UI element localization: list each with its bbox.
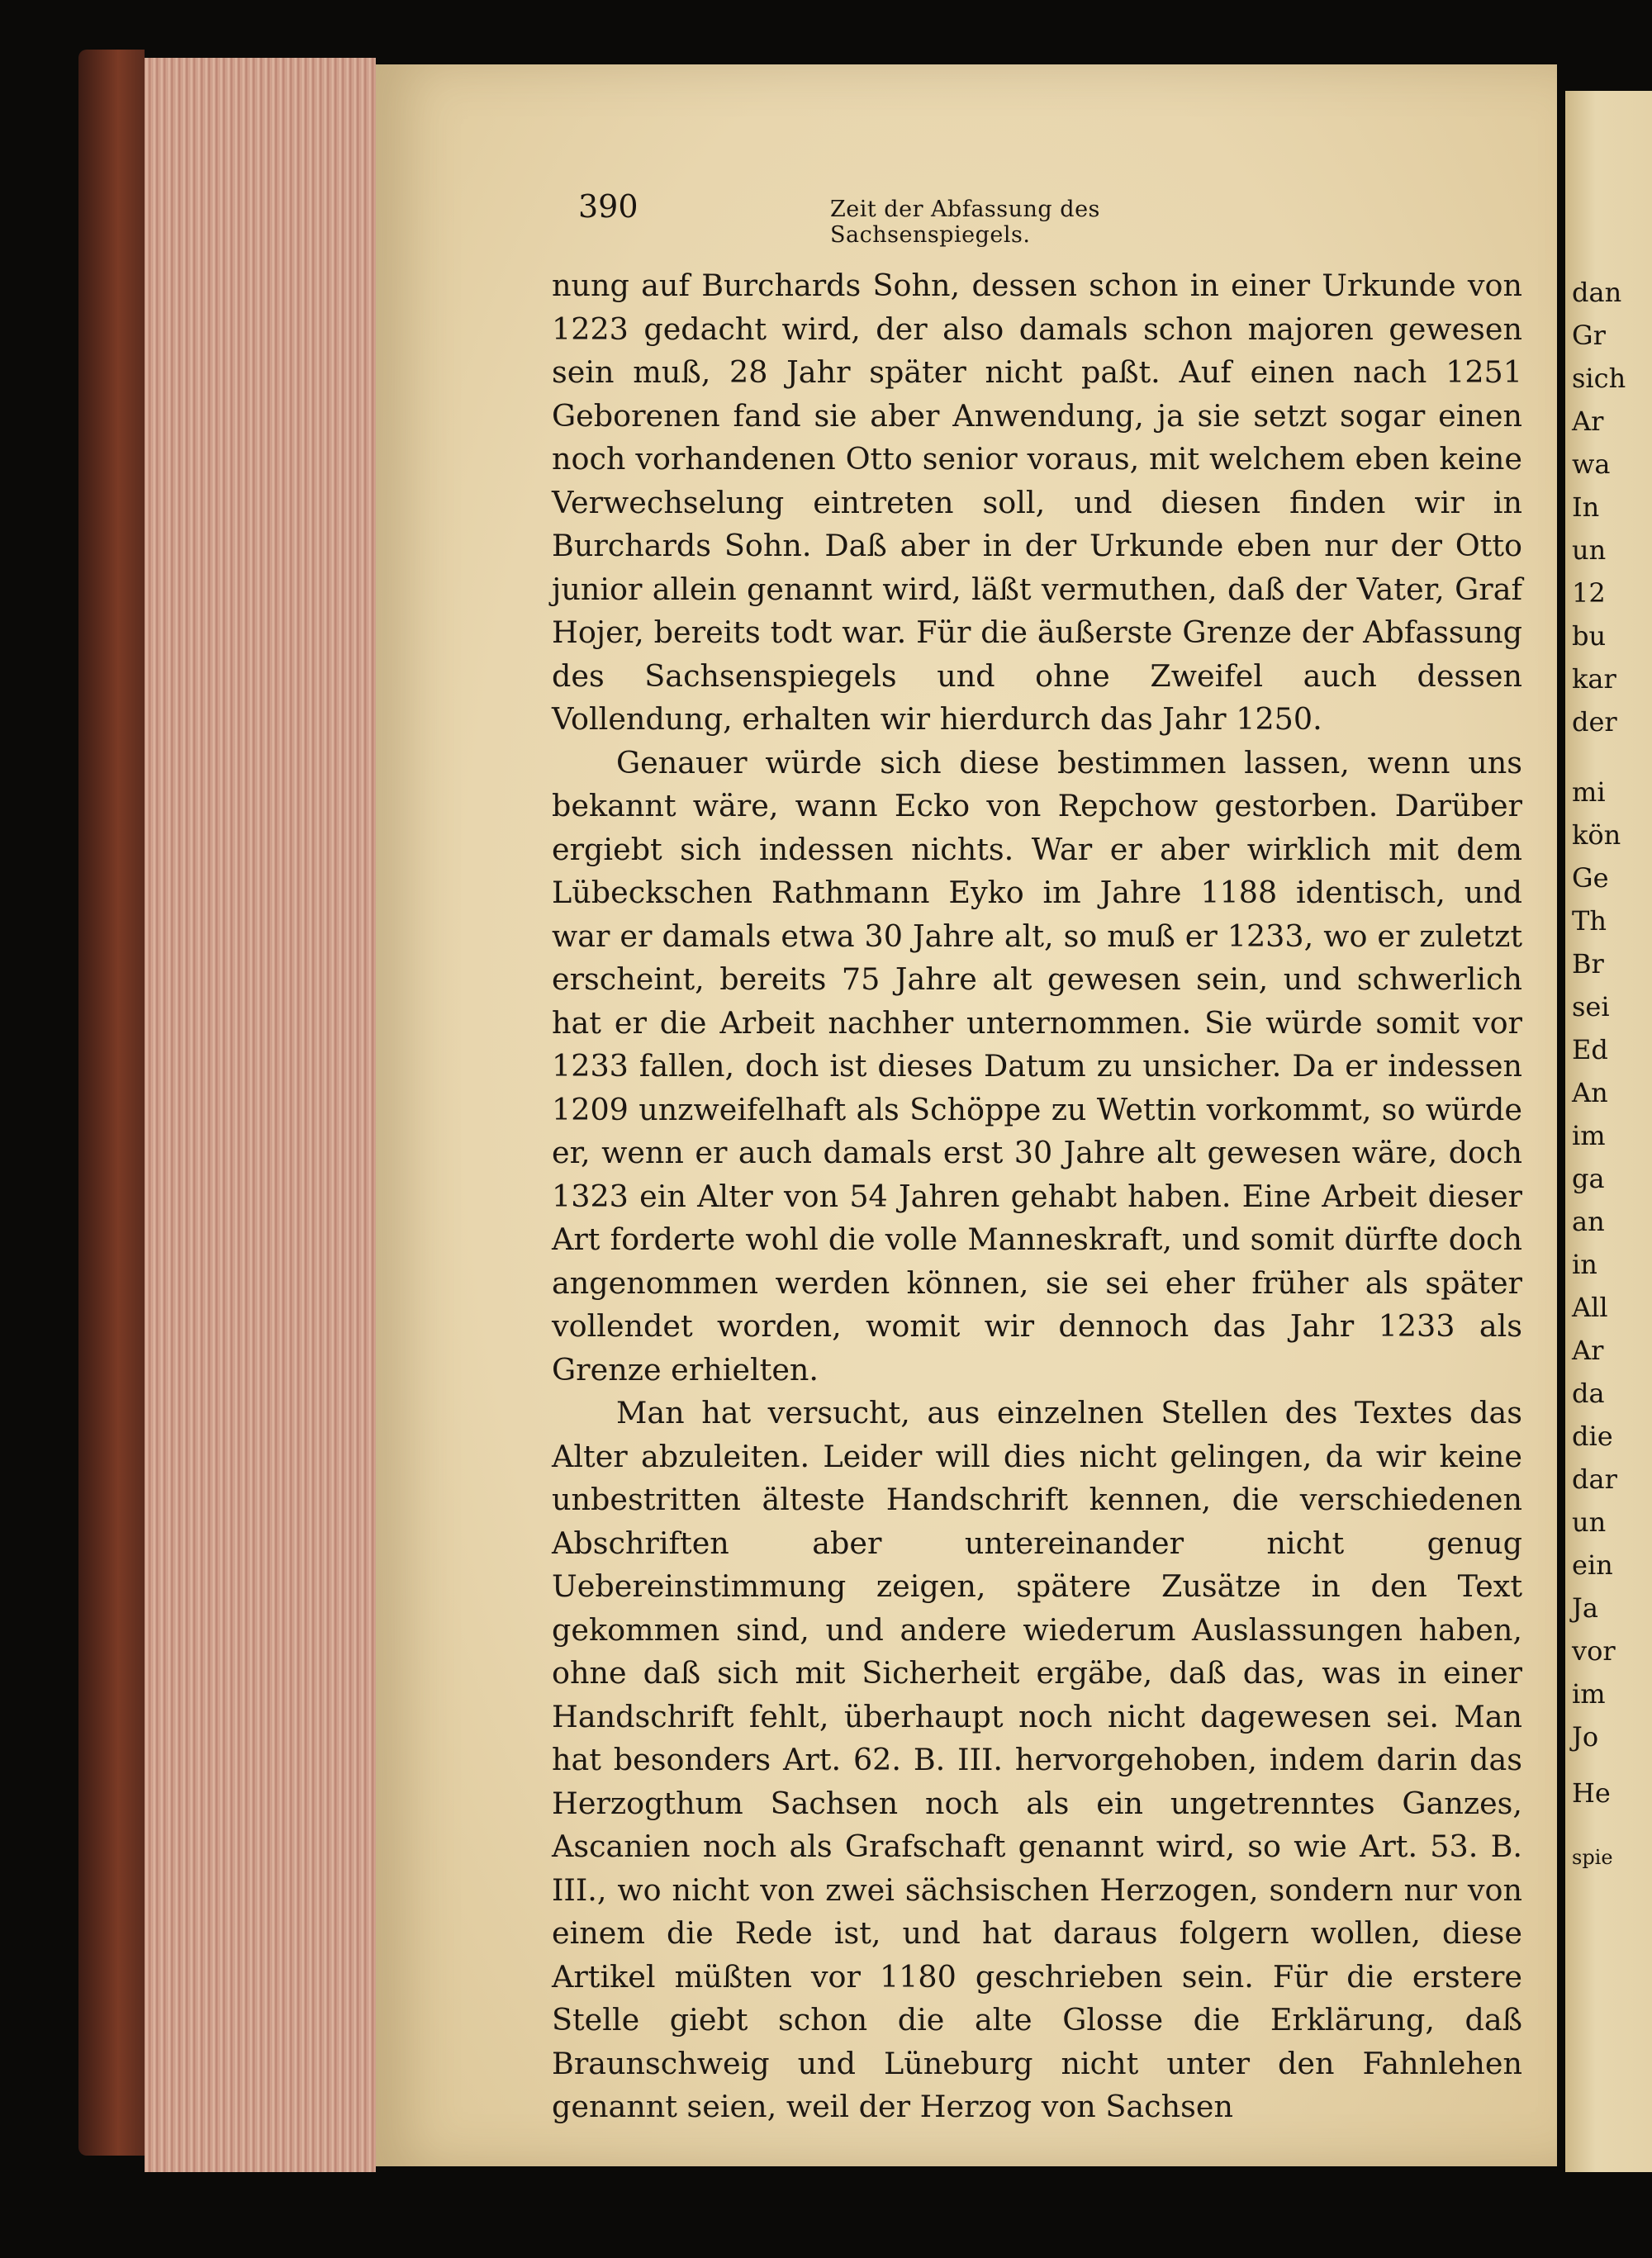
right-page-fragment: vor <box>1572 1635 1616 1667</box>
right-page-fragment: spie <box>1572 1846 1613 1869</box>
right-page-fragment: In <box>1572 491 1600 523</box>
right-page-fragment: Gr <box>1572 320 1606 351</box>
right-page-fragment: sei <box>1572 991 1610 1022</box>
right-page-fragment: An <box>1572 1077 1608 1108</box>
body-text <box>552 264 1522 2129</box>
book-cover-edge <box>78 50 145 2156</box>
paragraph-3: Man hat versucht, aus einzelnen Stellen des Textes das Alter abzuleiten. Leider will dies nicht gelingen, da wir keine unbestritten älteste Handschrift kennen, die verschiedenen Abschriften aber untereinander nicht genug Uebereinstimmung zeigen, spätere Zusätze in den Text gekommen sind, und andere wiederum Auslassungen haben, ohne daß sich mit Sicherheit ergäbe, daß das, was in einer Handschrift fehlt, überhaupt noch nicht dagewesen sei. Man hat besonders Art. 62. B. III. hervorgehoben, indem darin das Herzogthum Sachsen noch als ein ungetrenntes Ganzes, Ascanien noch als Grafschaft genannt wird, so wie Art. 53. B. III., wo nicht von zwei sächsischen Herzogen, sondern nur von einem die Rede ist, und hat daraus folgern wollen, diese Artikel müßten vor 1180 geschrieben sein. Für die erstere Stelle giebt schon die alte Glosse die Erklärung, daß Braunschweig und Lüneburg nicht unter den Fahnlehen genannt seien, weil der Herzog von Sachsen <box>552 1395 1522 2124</box>
running-title: Zeit der Abfassung des Sachsenspiegels. <box>830 197 1100 248</box>
page-header <box>578 188 1305 248</box>
right-page-fragment: mi <box>1572 776 1606 808</box>
right-page-fragment: All <box>1572 1292 1608 1323</box>
right-page-fragment: in <box>1572 1249 1597 1280</box>
right-page-edge <box>1565 91 1652 2172</box>
right-page-fragment: Jo <box>1572 1721 1599 1753</box>
right-page-fragment: bu <box>1572 620 1607 652</box>
right-page-fragment: Br <box>1572 948 1604 980</box>
right-page-fragment: dar <box>1572 1463 1617 1495</box>
right-page-fragment: Th <box>1572 905 1607 937</box>
right-page-fragment: Ge <box>1572 862 1609 894</box>
right-page-fragment: kar <box>1572 663 1616 695</box>
right-page-fragment: Ed <box>1572 1034 1608 1065</box>
right-page-fragment: un <box>1572 1506 1607 1538</box>
right-page-fragment: un <box>1572 534 1607 566</box>
right-page-fragment: sich <box>1572 363 1626 394</box>
right-page-fragment: Ar <box>1572 1335 1604 1366</box>
right-page-fragment: 12 <box>1572 577 1606 609</box>
right-page-fragment: wa <box>1572 448 1611 480</box>
right-page-fragment: kön <box>1572 819 1621 851</box>
right-page-fragment: die <box>1572 1421 1613 1452</box>
right-page-fragment: an <box>1572 1206 1605 1237</box>
paragraph-1: nung auf Burchards Sohn, dessen schon in einer Urkunde von 1223 gedacht wird, der also damals schon majoren gewesen sein muß, 28 Jahr später nicht paßt. Auf einen nach 1251 Geborenen fand sie aber Anwendung, ja sie setzt sogar einen noch vorhandenen Otto senior voraus, mit welchem eben keine Verwechselung eintreten soll, und diesen finden wir in Burchards Sohn. Daß aber in der Urkunde eben nur der Otto junior allein genannt wird, läßt vermuthen, daß der Vater, Graf Hojer, bereits todt war. Für die äußerste Grenze der Abfassung des Sachsenspiegels und ohne Zweifel auch dessen Vollendung, erhalten wir hierdurch das Jahr 1250. <box>552 268 1522 737</box>
right-page-fragment: He <box>1572 1777 1611 1809</box>
paragraph-2: Genauer würde sich diese bestimmen lassen, wenn uns bekannt wäre, wann Ecko von Repchow gestorben. Darüber ergiebt sich indessen nichts. War er aber wirklich mit dem Lübeckschen Rathmann Eyko im Jahre 1188 identisch, und war er damals etwa 30 Jahre alt, so muß er 1233, wo er zuletzt erscheint, bereits 75 Jahre alt gewesen sein, und schwerlich hat er die Arbeit nachher unternommen. Sie würde somit vor 1233 fallen, doch ist dieses Datum zu unsicher. Da er indessen 1209 unzweifelhaft als Schöppe zu Wettin vorkommt, so würde er, wenn er auch damals erst 30 Jahre alt gewesen wäre, doch 1323 ein Alter von 54 Jahren gehabt haben. Eine Arbeit dieser Art forderte wohl die volle Manneskraft, und somit dürfte doch angenommen werden können, sie sei eher früher als später vollendet worden, womit wir dennoch das Jahr 1233 als Grenze erhielten. <box>552 744 1522 1388</box>
page-number: 390 <box>578 188 638 225</box>
right-page-fragment: im <box>1572 1120 1606 1151</box>
right-page-fragment: da <box>1572 1378 1605 1409</box>
right-page-fragment: Ja <box>1572 1592 1598 1624</box>
right-page-fragment: dan <box>1572 277 1622 308</box>
right-page-fragment: ein <box>1572 1549 1613 1581</box>
right-page-fragment: ga <box>1572 1163 1605 1194</box>
page-stack-edge <box>145 58 376 2172</box>
right-page-fragment: der <box>1572 706 1617 738</box>
right-page-fragment: Ar <box>1572 406 1604 437</box>
right-page-fragment: im <box>1572 1678 1606 1710</box>
